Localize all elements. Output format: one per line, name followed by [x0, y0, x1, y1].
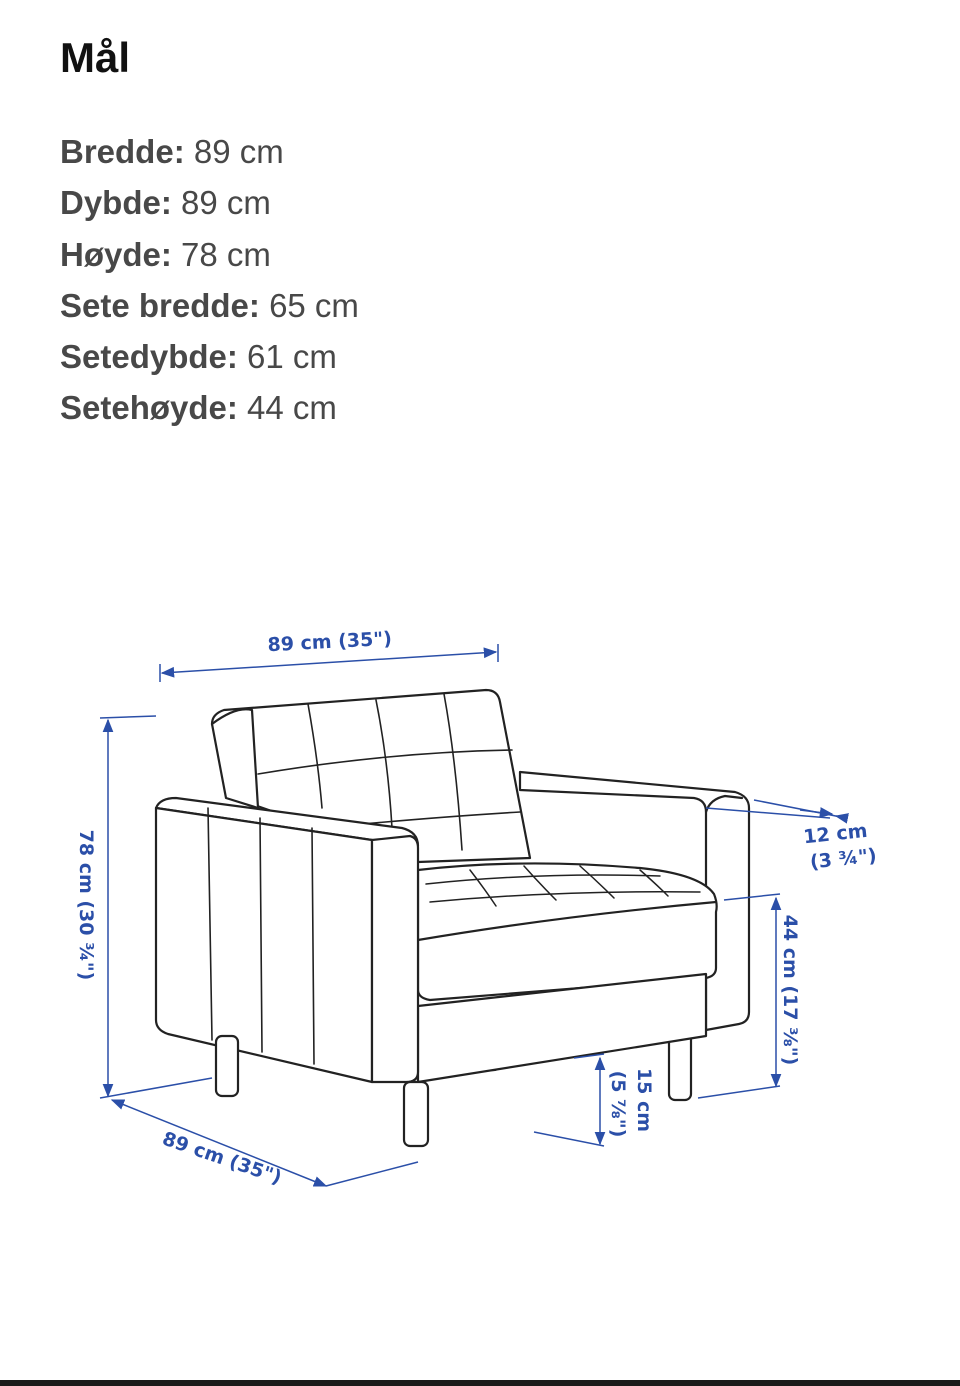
- spec-value: 89 cm: [181, 184, 271, 222]
- armchair-illustration: [156, 690, 749, 1146]
- dim-label-leg-height-1: 15 cm: [633, 1067, 655, 1133]
- spec-row-height: [60, 229, 359, 280]
- spec-value: 65 cm: [269, 286, 359, 324]
- page-title: Mål: [60, 34, 131, 81]
- bottom-divider: [0, 1380, 960, 1386]
- dim-label-seat-height: 44 cm (17 ⅜"): [779, 914, 801, 1066]
- spec-label: Setehøyde:: [60, 389, 238, 427]
- front-leg-left: [216, 1036, 238, 1096]
- backrest-side: [212, 709, 258, 808]
- armchair-dimension-diagram: [0, 560, 960, 1260]
- spec-row-depth: [60, 177, 359, 228]
- front-leg-right: [404, 1082, 428, 1146]
- spec-row-width: [60, 126, 359, 177]
- spec-label: Sete bredde:: [60, 286, 260, 324]
- dim-label-arm-width-1: 12 cm: [802, 819, 869, 849]
- left-arm-side: [156, 808, 372, 1082]
- spec-value: 44 cm: [247, 389, 337, 427]
- left-arm-front: [372, 836, 418, 1082]
- spec-row-seat-width: [60, 280, 359, 331]
- spec-row-seat-depth: [60, 331, 359, 382]
- spec-row-seat-height: [60, 382, 359, 433]
- dim-label-depth: 89 cm (35"): [159, 1127, 285, 1189]
- dim-label-arm-width-2: (3 ¾"): [809, 844, 878, 874]
- spec-value: 89 cm: [193, 133, 284, 170]
- spec-value: 61 cm: [247, 338, 337, 376]
- dimension-list: [60, 126, 359, 434]
- dim-label-width: 89 cm (35"): [266, 627, 393, 657]
- spec-label: Bredde:: [60, 133, 185, 170]
- spec-label: Dybde:: [60, 184, 172, 222]
- spec-label: Høyde:: [60, 235, 172, 273]
- spec-label: Setedybde:: [60, 338, 238, 376]
- spec-value: 78 cm: [181, 235, 271, 273]
- dim-label-height: 78 cm (30 ¾"): [75, 829, 97, 981]
- dim-label-leg-height-2: (5 ⅞"): [607, 1070, 629, 1138]
